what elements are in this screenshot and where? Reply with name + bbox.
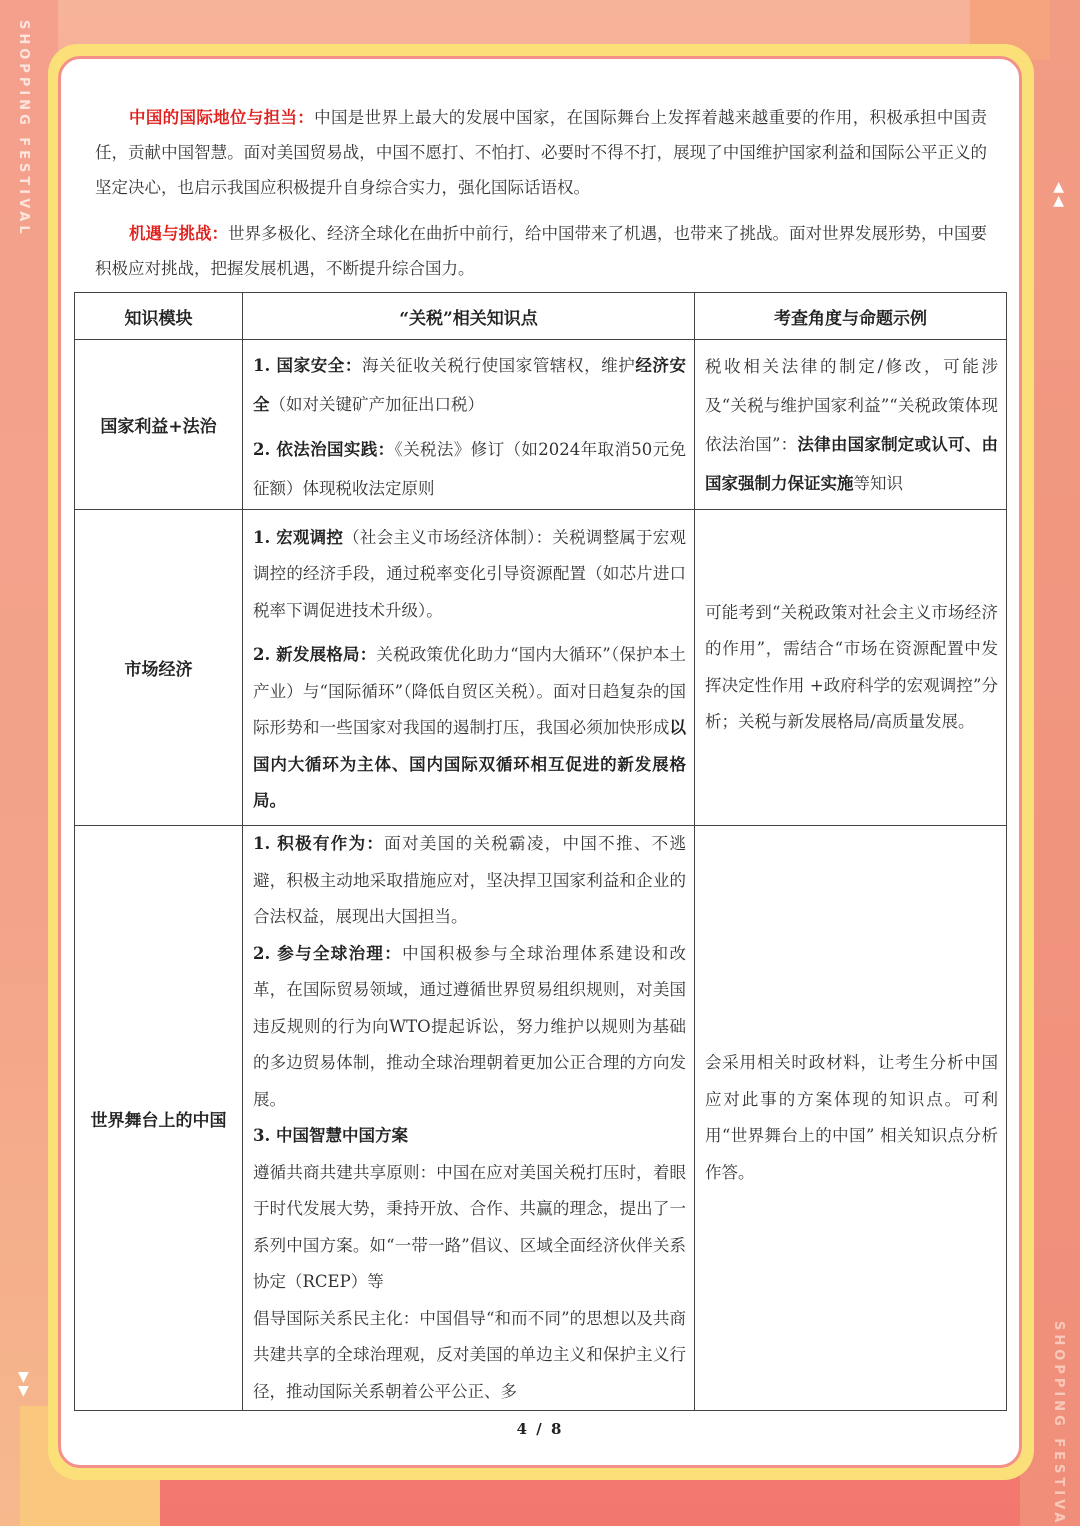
exam-cell: 会采用相关时政材料，让考生分析中国应对此事的方案体现的知识点。可利用“世界舞台上的中国” 相关知识点分析作答。	[695, 826, 1007, 1411]
knowledge-table	[74, 292, 1007, 1411]
intro-label: 中国的国际地位与担当：	[129, 108, 315, 127]
table-row	[75, 340, 1007, 510]
header-points: “关税”相关知识点	[243, 293, 695, 340]
points-cell	[243, 340, 695, 510]
point-item: 1. 宏观调控（社会主义市场经济体制）：关税调整属于宏观调控的经济手段，通过税率变化引导资源配置（如芯片进口税率下调促进技术升级）。	[253, 527, 686, 620]
up-arrows-icon: ▲ ▲	[1053, 179, 1064, 209]
page-current: 4	[516, 1420, 530, 1438]
point-item: 遵循共商共建共享原则：中国在应对美国关税打压时，着眼于时代发展大势，秉持开放、合作、共赢的理念，提出了一系列中国方案。如“一带一路”倡议、区域全面经济伙伴关系协定（RCEP）等	[253, 1162, 686, 1291]
intro-label: 机遇与挑战：	[129, 224, 228, 243]
point-item: 1. 积极有作为：面对美国的关税霸凌，中国不推、不逃避，积极主动地采取措施应对，坚决捍卫国家利益和企业的合法权益，展现出大国担当。	[253, 834, 686, 926]
intro-text: 中国是世界上最大的发展中国家，在国际舞台上发挥着越来越重要的作用，积极承担中国责任，贡献中国智慧。面对美国贸易战，中国不愿打、不怕打、必要时不得不打，展现了中国维护国家利益和国际公平正义的坚定决心，也启示我国应积极提升自身综合实力，强化国际话语权。	[95, 108, 988, 197]
module-cell: 市场经济	[75, 510, 243, 826]
header-module: 知识模块	[75, 293, 243, 340]
points-cell	[243, 510, 695, 826]
side-text-right: SHOPPING FESTIVA	[1051, 1320, 1066, 1526]
table-header-row	[75, 293, 1007, 340]
point-item: 3. 中国智慧中国方案	[253, 1126, 408, 1145]
side-text-left: SHOPPING FESTIVAL	[16, 20, 31, 238]
point-item: 2. 依法治国实践：《关税法》修订（如2024年取消50元免征额）体现税收法定原则	[253, 439, 686, 498]
exam-cell: 可能考到“关税政策对社会主义市场经济的作用”，需结合“市场在资源配置中发挥决定性作用 +政府科学的宏观调控”分析；关税与新发展格局/高质量发展。	[695, 510, 1007, 826]
intro-text: 世界多极化、经济全球化在曲折中前行，给中国带来了机遇，也带来了挑战。面对世界发展形势，中国要积极应对挑战，把握发展机遇，不断提升综合国力。	[95, 224, 987, 278]
page-indicator	[0, 1420, 1080, 1438]
module-cell: 国家利益+法治	[75, 340, 243, 510]
table-row	[75, 510, 1007, 826]
header-exam: 考查角度与命题示例	[695, 293, 1007, 340]
table-row	[75, 826, 1007, 1411]
exam-cell: 税收相关法律的制定/修改，可能涉及“关税与维护国家利益”“关税政策体现依法治国”：法律由国家制定或认可、由国家强制力保证实施等知识	[695, 340, 1007, 510]
point-item: 1. 国家安全：海关征收关税行使国家管辖权，维护经济安全（如对关键矿产加征出口税）	[253, 355, 686, 414]
page-separator: /	[536, 1420, 544, 1438]
intro-paragraph-2	[95, 216, 987, 286]
point-item: 2. 参与全球治理：中国积极参与全球治理体系建设和改革，在国际贸易领域，通过遵循世界贸易组织规则，对美国违反规则的行为向WTO提起诉讼，努力维护以规则为基础的多边贸易体制，推动全球治理朝着更加公正合理的方向发展。	[253, 943, 686, 1109]
down-arrows-icon: ▼ ▼	[18, 1369, 29, 1399]
module-cell: 世界舞台上的中国	[75, 826, 243, 1411]
intro-paragraph-1	[95, 100, 987, 205]
point-item: 2. 新发展格局：关税政策优化助力“国内大循环”（保护本土产业）与“国际循环”（降低自贸区关税）。面对日趋复杂的国际形势和一些国家对我国的遏制打压，我国必须加快形成以国内大循环为主体、国内国际双循环相互促进的新发展格局。	[253, 645, 686, 810]
point-item: 倡导国际关系民主化：中国倡导“和而不同”的思想以及共商共建共享的全球治理观，反对美国的单边主义和保护主义行径，推动国际关系朝着公平公正、多	[253, 1308, 686, 1401]
page-total: 8	[550, 1420, 564, 1438]
points-cell	[243, 826, 695, 1411]
